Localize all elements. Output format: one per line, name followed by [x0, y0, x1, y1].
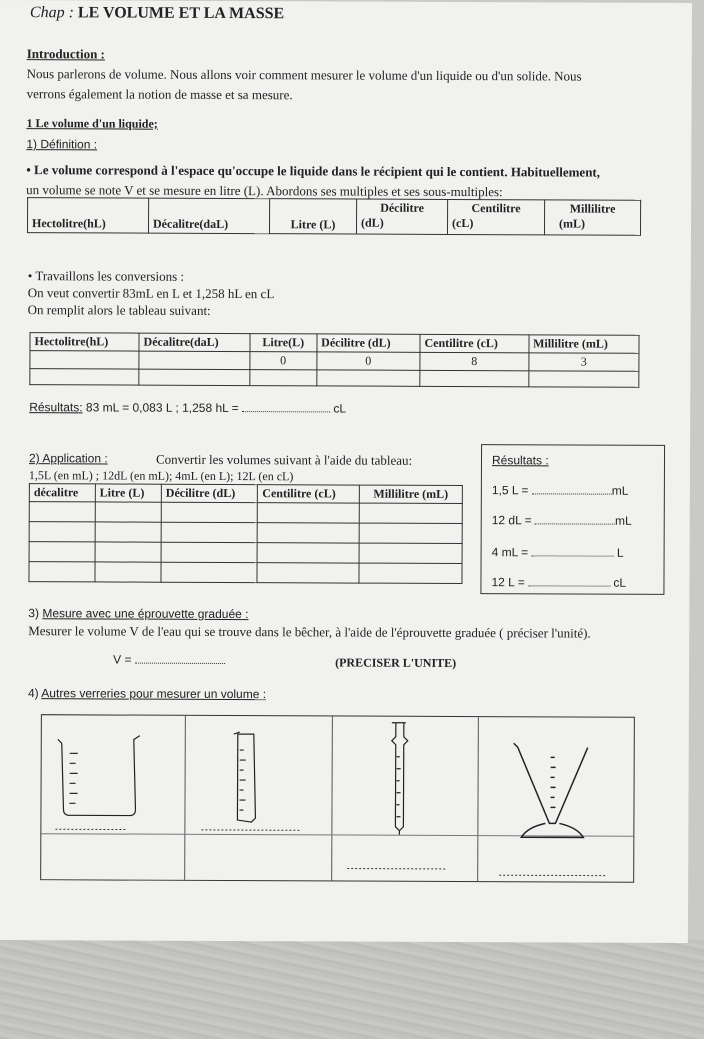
intro-heading: Introduction : — [26, 46, 105, 62]
measure-instruction: Mesurer le volume V de l'eau qui se trouve dans le bêcher, à l'aide de l'éprouvette graduée ( préciser l'unité). — [28, 623, 591, 641]
conversion-task: On veut convertir 83mL en L et 1,258 hL en cL — [27, 285, 275, 302]
glassware-drawings — [41, 715, 634, 882]
definition-heading: 1) Définition : — [26, 137, 98, 152]
result-line: 12 dL = mL — [491, 513, 632, 528]
conversion-header: Hectolitre(hL) — [30, 333, 139, 351]
application-table — [28, 483, 462, 584]
graduated-cylinder-icon — [233, 732, 255, 822]
result-line: 12 L = cL — [491, 575, 627, 590]
application-task: 1,5L (en mL) ; 12dL (en mL); 4mL (en L); 12L (en cL) — [28, 468, 294, 484]
definition-line-1: • Le volume correspond à l'espace qu'occupe le liquide dans le récipient qui le contient. Habituellement, — [26, 162, 601, 180]
table-cell: 0 — [250, 352, 317, 370]
definition-line-2: un volume se note V et se mesure en litre (L). Abordons ses multiples et ses sous-multiples: — [26, 182, 503, 200]
conversion-instruction: On remplit alors le tableau suivant: — [27, 302, 211, 318]
application-header: décalitre — [29, 484, 95, 502]
conversion-header: Centilitre (cL) — [420, 334, 529, 352]
conical-measure-icon — [513, 743, 587, 837]
table-cell — [30, 351, 139, 369]
unit-header: Décalitre(daL) — [148, 198, 269, 234]
application-header: Centilitre (cL) — [258, 485, 360, 503]
unit-header: Décilitre (dL) — [356, 199, 447, 234]
table-cell: 0 — [317, 352, 420, 370]
application-header: Litre (L) — [95, 484, 161, 502]
table-cell: 3 — [528, 353, 638, 371]
results-box-heading: Résultats : — [491, 453, 549, 468]
application-header: Décilitre (dL) — [161, 484, 258, 502]
section1-heading: 1 Le volume d'un liquide; — [26, 116, 158, 131]
results-line: Résultats: 83 mL = 0,083 L ; 1,258 hL = cL — [29, 400, 347, 416]
unit-note: (PRECISER L'UNITE) — [335, 655, 457, 670]
chapter-title: Chap : LE VOLUME ET LA MASSE — [29, 4, 285, 23]
units-table — [27, 197, 641, 236]
result-line: 1,5 L = mL — [491, 483, 629, 498]
unit-header: Litre (L) — [269, 199, 356, 234]
unit-header: Millilitre (mL) — [544, 200, 640, 235]
burette-icon — [391, 723, 407, 835]
intro-line-2: verrons également la notion de masse et sa mesure. — [26, 86, 293, 103]
glassware-box — [40, 714, 635, 883]
conversion-header: Décilitre (dL) — [317, 334, 420, 352]
unit-header: Hectolitre(hL) — [27, 198, 148, 234]
intro-line-1: Nous parlerons de volume. Nous allons voir comment mesurer le volume d'un liquide ou d'un solide. Nous — [26, 66, 582, 84]
volume-answer: V = — [113, 652, 225, 666]
results-box — [480, 444, 665, 595]
application-instruction: Convertir les volumes suivant à l'aide du tableau: — [155, 451, 413, 468]
application-header: Millilitre (mL) — [359, 485, 462, 503]
table-cell — [139, 351, 250, 369]
table-cell: 8 — [420, 352, 529, 370]
measure-heading: 3) Mesure avec une éprouvette graduée : — [28, 606, 249, 622]
conversion-header: Décalitre(daL) — [139, 333, 250, 351]
conversion-table — [29, 332, 639, 388]
conversion-header: Litre(L) — [250, 334, 317, 352]
background-carpet — [0, 940, 704, 1039]
result-line: 4 mL = L — [491, 545, 624, 560]
conversion-heading: • Travaillons les conversions : — [27, 268, 185, 284]
unit-header: Centilitre (cL) — [447, 199, 544, 234]
beaker-icon — [57, 735, 139, 815]
conversion-header: Millilitre (mL) — [529, 335, 639, 353]
application-heading: 2) Application : — [28, 451, 108, 466]
glassware-heading: 4) Autres verreries pour mesurer un volume : — [27, 686, 267, 702]
